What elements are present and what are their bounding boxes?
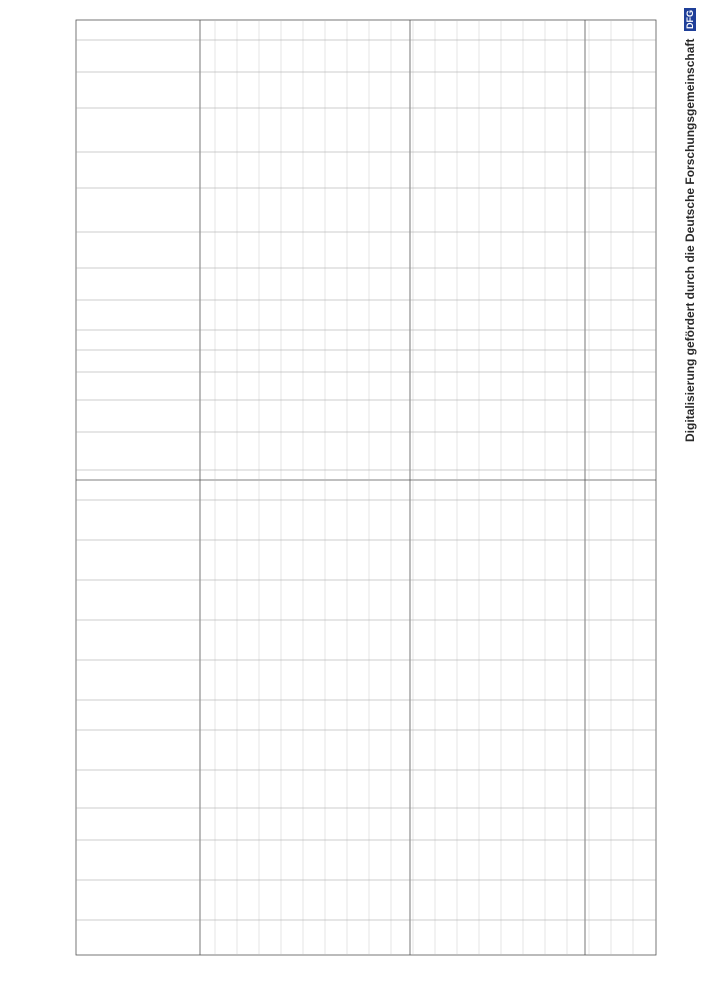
stamp-text: Digitalisierung gefördert durch die Deutsche Forschungsgemeinschaft bbox=[683, 38, 697, 442]
dfg-logo: DFG bbox=[685, 10, 695, 29]
dfg-digitization-stamp bbox=[683, 8, 703, 728]
table-frame bbox=[76, 20, 656, 955]
